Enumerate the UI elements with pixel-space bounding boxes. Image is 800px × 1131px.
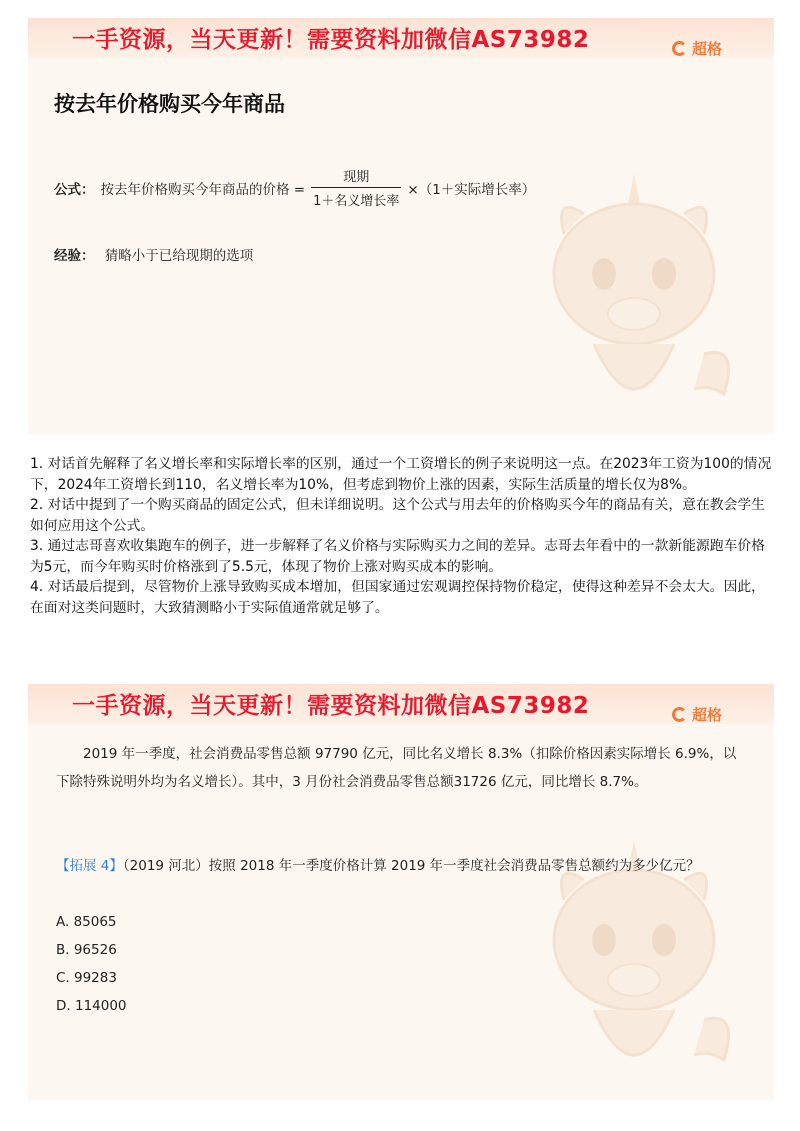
- experience-text: 猜略小于已给现期的选项: [104, 248, 254, 264]
- question-tag: 【拓展 4】: [56, 858, 123, 874]
- formula-numerator: 现期: [343, 170, 370, 185]
- option-c: C. 99283: [56, 970, 117, 986]
- page-title: 按去年价格购买今年商品: [54, 92, 285, 116]
- summary-point: 3. 通过志哥喜欢收集跑车的例子，进一步解释了名义价格与实际购买力之间的差异。志哥去年看中的一款新能源跑车价格为5元，而今年购买时价格涨到了5.5元，体现了物价上涨对购买成本的影响。: [30, 538, 765, 575]
- formula-row: [54, 166, 535, 209]
- brand-logo: [672, 38, 722, 59]
- question-body: （2019 河北）按照 2018 年一季度价格计算 2019 年一季度社会消费品零售总额约为多少亿元？: [122, 858, 700, 874]
- formula-fraction: [311, 166, 401, 209]
- brand-name: 超格: [691, 706, 722, 724]
- slide-question: [28, 684, 774, 1100]
- promo-banner: [28, 18, 774, 58]
- brand-g-icon: [672, 41, 687, 56]
- summary-point: 1. 对话首先解释了名义增长率和实际增长率的区别，通过一个工资增长的例子来说明这一点。在2023年工资为100的情况下，2024年工资增长到110，名义增长率为10%，但考虑到物价上涨的因素，实际生活质量的增长仅为8%。: [30, 456, 772, 493]
- slide-formula: [28, 18, 774, 434]
- formula-lhs: 按去年价格购买今年商品的价格 =: [100, 181, 306, 198]
- question-text: [56, 852, 746, 880]
- data-paragraph: 2019 年一季度，社会消费品零售总额 97790 亿元，同比名义增长 8.3%（扣除价格因素实际增长 6.9%，以下除特殊说明外均为名义增长）。其中，3 月份社会消费品零售总额31726 亿元，同比增长 8.7%。: [56, 746, 737, 790]
- option-d: D. 114000: [56, 998, 127, 1014]
- answer-options: [56, 908, 127, 1020]
- promo-banner-text: 一手资源，当天更新！需要资料加微信AS73982: [72, 693, 590, 719]
- formula-rhs: ×（1＋实际增长率）: [407, 181, 536, 198]
- brand-g-icon: [672, 707, 687, 722]
- summary-point: 4. 对话最后提到，尽管物价上涨导致购买成本增加，但国家通过宏观调控保持物价稳定，使得这种差异不会太大。因此，在面对这类问题时，大致猜测略小于实际值通常就足够了。: [30, 579, 765, 616]
- summary-notes: [30, 454, 774, 618]
- formula-label: 公式：: [54, 181, 95, 198]
- brand-name: 超格: [691, 40, 722, 58]
- brand-logo: [672, 704, 722, 725]
- unicorn-mascot-watermark-icon: [524, 154, 744, 434]
- option-b: B. 96526: [56, 942, 117, 958]
- option-a: A. 85065: [56, 914, 117, 930]
- formula-denominator: 1＋名义增长率: [311, 187, 401, 209]
- promo-banner: [28, 684, 774, 724]
- summary-point: 2. 对话中提到了一个购买商品的固定公式，但未详细说明。这个公式与用去年的价格购买今年的商品有关，意在教会学生如何应用这个公式。: [30, 497, 765, 534]
- experience-row: [54, 244, 253, 264]
- promo-banner-text: 一手资源，当天更新！需要资料加微信AS73982: [72, 27, 590, 53]
- experience-label: 经验：: [54, 248, 95, 264]
